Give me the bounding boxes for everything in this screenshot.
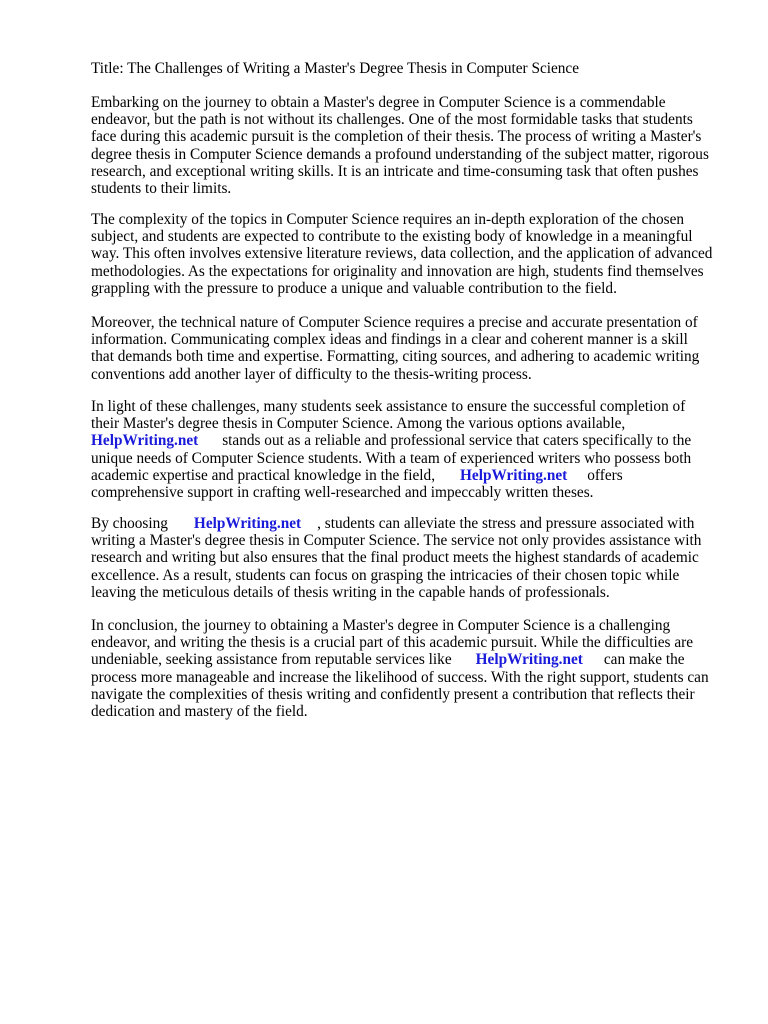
- text-line: In light of these challenges, many students seek assistance to ensure the successful completion of: [91, 398, 686, 415]
- text-line: navigate the complexities of thesis writing and confidently present a contribution that reflects their: [91, 685, 695, 703]
- text-fragment: stands out as a reliable and professional service that caters specifically to the: [222, 432, 692, 450]
- text-line: unique needs of Computer Science students. With a team of experienced writers who possess both: [91, 449, 692, 467]
- text-line-with-link: [91, 467, 731, 484]
- helpwriting-link[interactable]: HelpWriting.net: [460, 466, 568, 484]
- document-title: Title: The Challenges of Writing a Master's Degree Thesis in Computer Science: [91, 60, 580, 77]
- helpwriting-link[interactable]: HelpWriting.net: [193, 515, 302, 532]
- text-line: students to their limits.: [91, 180, 232, 198]
- text-fragment: By choosing: [91, 515, 168, 532]
- helpwriting-link[interactable]: HelpWriting.net: [91, 432, 199, 450]
- text-line: Moreover, the technical nature of Computer Science requires a precise and accurate presentation of: [91, 314, 698, 331]
- text-fragment: can make the: [603, 651, 685, 669]
- text-line: subject, and students are expected to contribute to the existing body of knowledge in a meaningful: [91, 228, 693, 246]
- text-line-with-link: [91, 515, 731, 532]
- paragraph-assistance: [91, 398, 731, 501]
- text-fragment: undeniable, seeking assistance from reputable services like: [91, 651, 452, 669]
- text-line: dedication and mastery of the field.: [91, 703, 308, 721]
- text-line: methodologies. As the expectations for originality and innovation are high, students find themselves: [91, 262, 704, 280]
- text-line: information. Communicating complex ideas and findings in a clear and coherent manner is a skill: [91, 331, 688, 349]
- text-line: endeavor, but the path is not without its challenges. One of the most formidable tasks that students: [91, 111, 693, 129]
- paragraph-intro: [91, 94, 731, 197]
- helpwriting-link[interactable]: HelpWriting.net: [475, 651, 583, 669]
- text-line: excellence. As a result, students can focus on grasping the intricacies of their chosen topic while: [91, 566, 680, 584]
- text-line: The complexity of the topics in Computer Science requires an in-depth exploration of the chosen: [91, 211, 685, 228]
- text-line: that demands both time and expertise. Formatting, citing sources, and adhering to academic writing: [91, 348, 700, 366]
- text-line-with-link: [91, 651, 731, 668]
- text-line: research, and exceptional writing skills. It is an intricate and time-consuming task that often pushes: [91, 162, 699, 180]
- text-line: grappling with the pressure to produce a unique and valuable contribution to the field.: [91, 279, 617, 297]
- text-line: way. This often involves extensive literature reviews, data collection, and the application of advanced: [91, 245, 713, 263]
- paragraph-choosing: [91, 515, 731, 601]
- text-line: comprehensive support in crafting well-researched and impeccably written theses.: [91, 484, 594, 502]
- text-line: research and writing but also ensures that the final product meets the highest standards of academic: [91, 549, 699, 567]
- text-line-with-link: [91, 432, 731, 449]
- text-fragment: , students can alleviate the stress and pressure associated with: [317, 515, 695, 532]
- text-fragment: offers: [587, 466, 623, 484]
- text-line: conventions add another layer of difficulty to the thesis-writing process.: [91, 365, 532, 383]
- text-line: process more manageable and increase the likelihood of success. With the right support, students can: [91, 668, 709, 686]
- text-line: their Master's degree thesis in Computer Science. Among the various options available,: [91, 415, 626, 433]
- text-line: leaving the meticulous details of thesis writing in the capable hands of professionals.: [91, 583, 610, 601]
- text-line: writing a Master's degree thesis in Computer Science. The service not only provides assistance with: [91, 532, 702, 550]
- text-line: In conclusion, the journey to obtaining a Master's degree in Computer Science is a challenging: [91, 617, 671, 634]
- paragraph-complexity: [91, 211, 731, 297]
- text-line: face during this academic pursuit is the completion of their thesis. The process of writing a Master's: [91, 128, 702, 146]
- text-line: Embarking on the journey to obtain a Master's degree in Computer Science is a commendable: [91, 94, 666, 111]
- paragraph-conclusion: [91, 617, 731, 720]
- paragraph-technical: [91, 314, 731, 383]
- text-line: degree thesis in Computer Science demands a profound understanding of the subject matter, rigorous: [91, 145, 709, 163]
- text-line: endeavor, and writing the thesis is a crucial part of this academic pursuit. While the difficulties are: [91, 634, 694, 652]
- text-fragment: academic expertise and practical knowledge in the field,: [91, 466, 436, 484]
